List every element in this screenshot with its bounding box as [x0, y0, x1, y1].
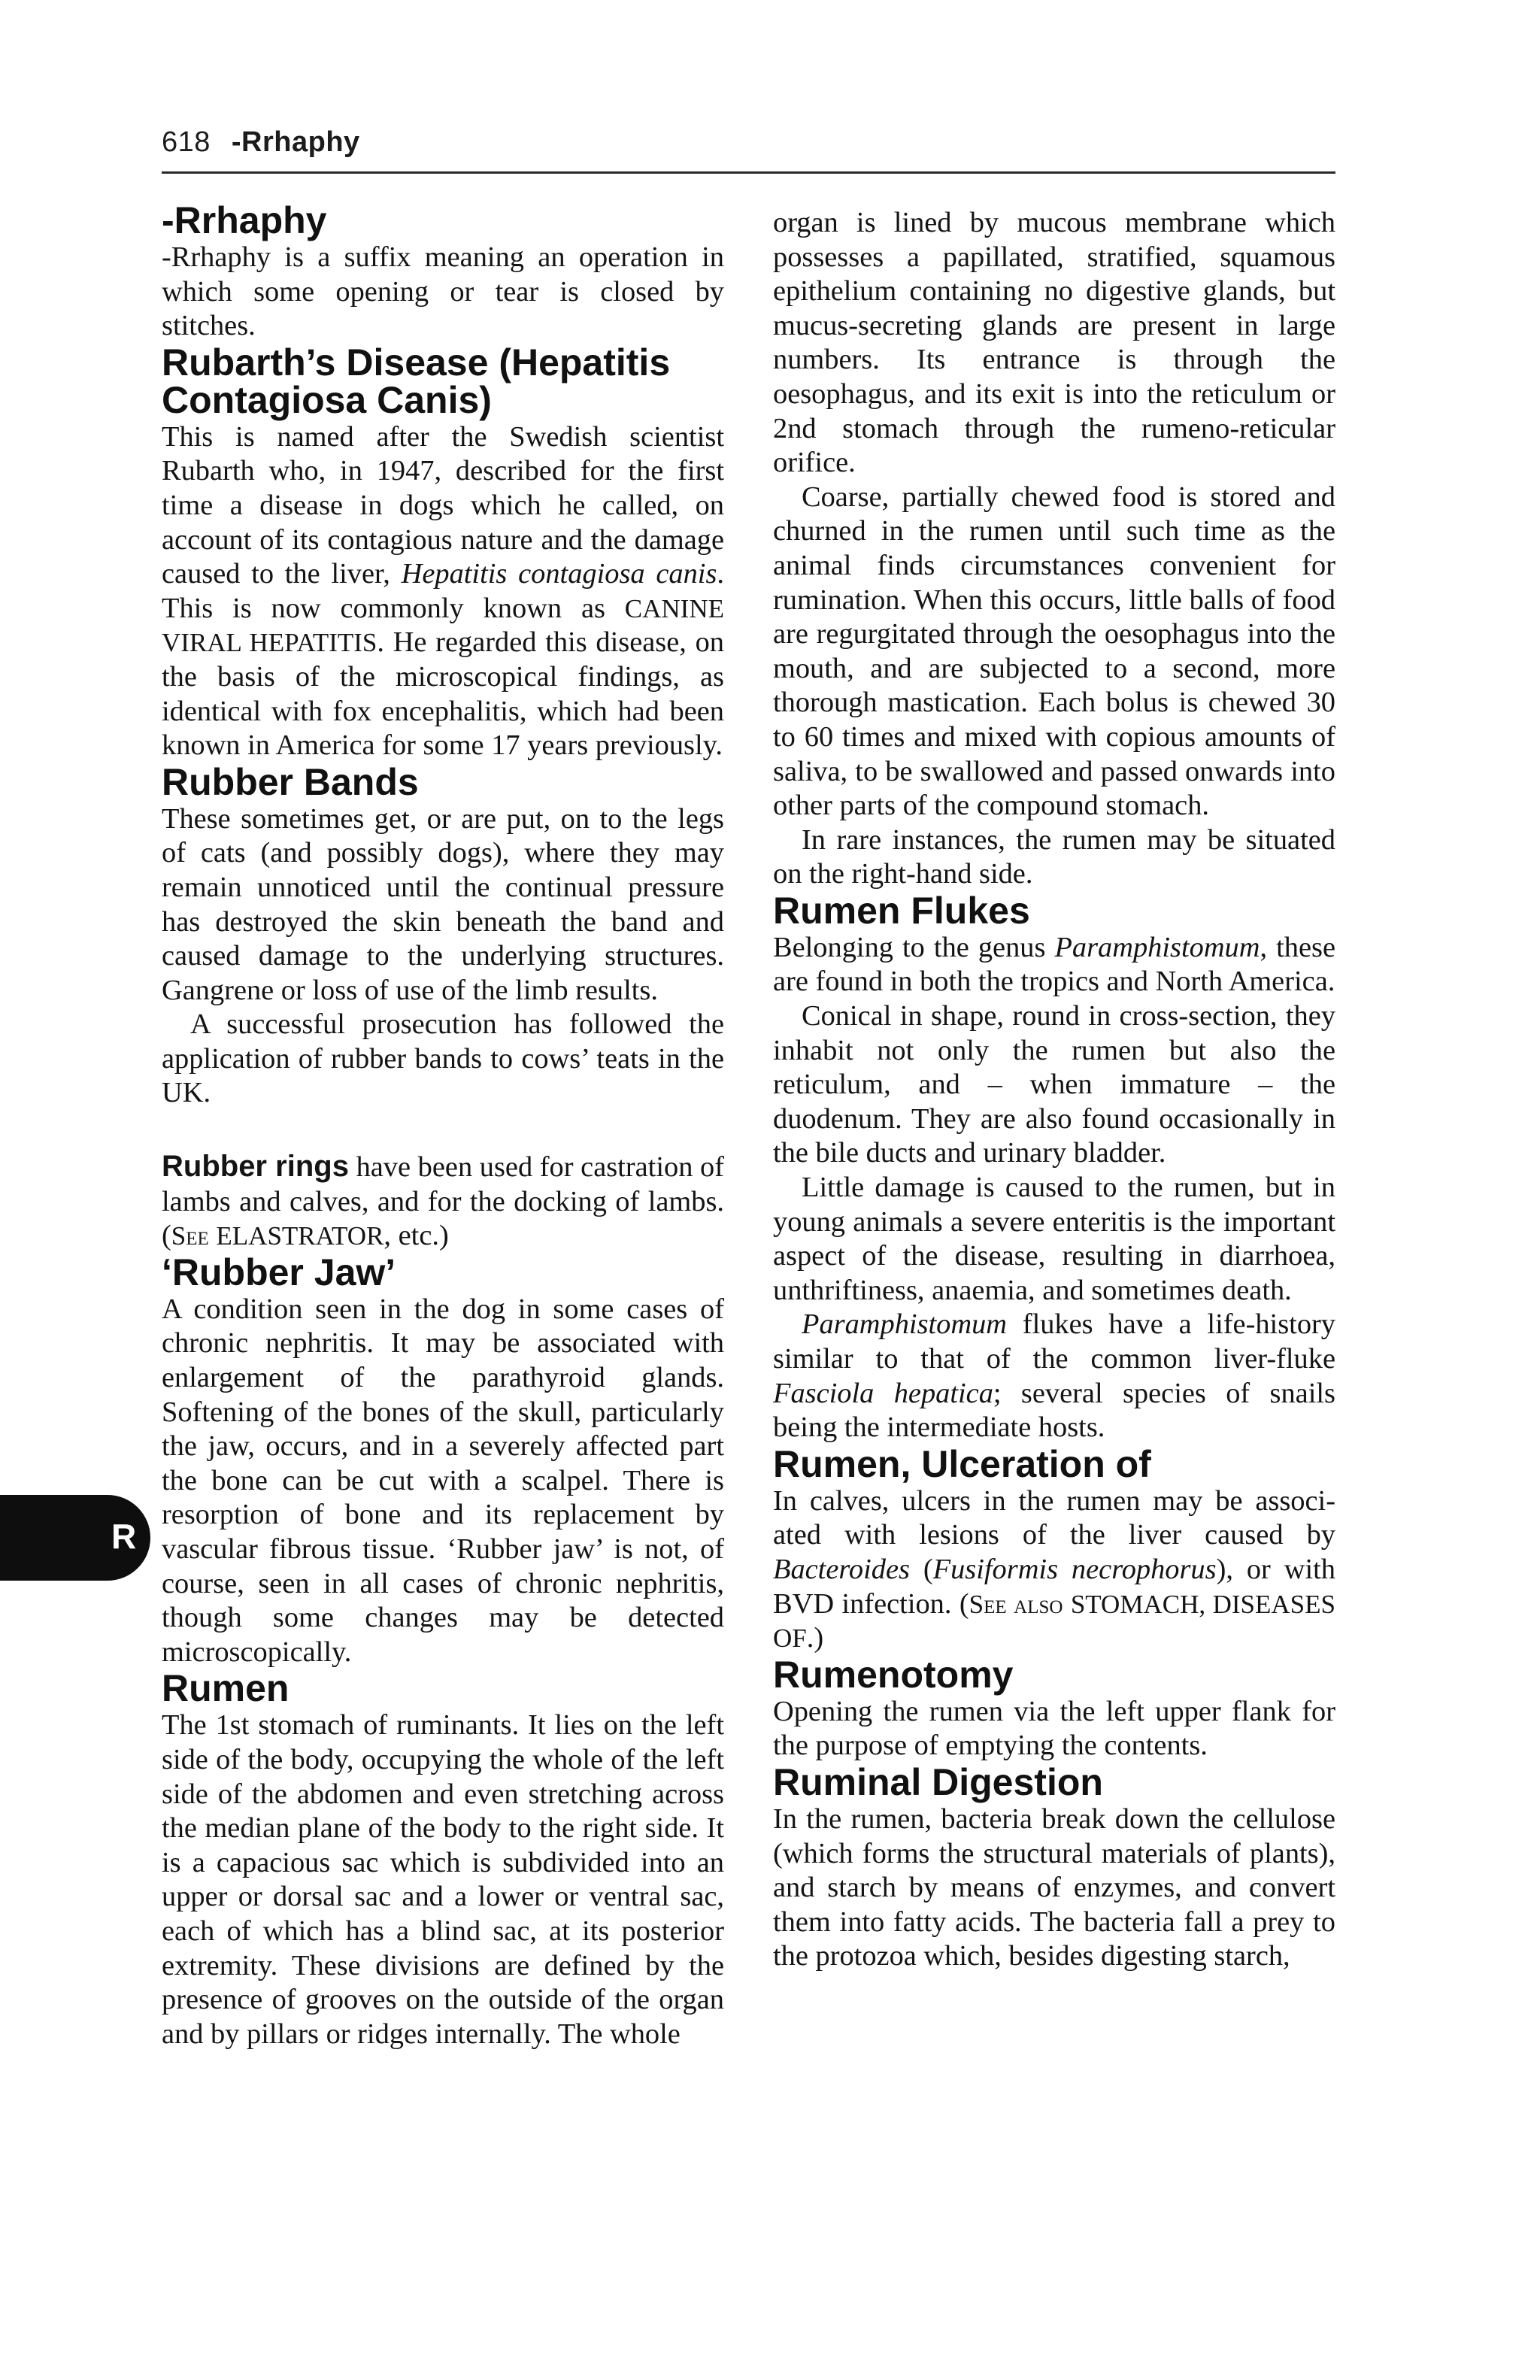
- left-column: [162, 199, 724, 2051]
- entry-title-rumenotomy: Rumenotomy: [773, 1653, 1014, 1696]
- rubarth-body: This is named after the Swedish scientist Rubarth who, in 1947, described for the first time a disease in dogs which he called, on account of its contagious nature and the damage caused to the liver, Hepatitis contagiosa canis. This is now commonly known as CANINE VIRAL HEPATITIS. He regarded this disease, on the basis of the microscopical findings, as identical with fox encephalitis, which had been known in America for some 17 years previously.: [162, 420, 724, 762]
- rubber-bands-p1: These sometimes get, or are put, on to the legs of cats (and possibly dogs), where they may remain unnoticed until the continual pressure has destroyed the skin beneath the band and caused damage to the underlying structures. Gangrene or loss of use of the limb results.: [162, 802, 724, 1006]
- rumen-continued-p2: Coarse, partially chewed food is stored and churned in the rumen until such time as the animal finds circumstances convenient for rumination. When this occurs, little balls of food are regurgitated through the oesophagus into the mouth, and are subjected to a second, more thorough mastication. Each bolus is chewed 30 to 60 times and mixed with copious amounts of saliva, to be swallowed and passed onwards into other parts of the compound stomach.: [773, 481, 1335, 822]
- entry-title-rubber-bands: Rubber Bands: [162, 760, 419, 803]
- rubber-bands-p2: A successful prosecution has followed the application of rubber bands to cows’ teats in the UK.: [162, 1008, 724, 1109]
- thumb-tab-letter: R: [111, 1517, 137, 1556]
- rumen-body: The 1st stomach of ruminants. It lies on the left side of the body, occupying the whole of the left side of the abdomen and even stretching across the median plane of the body to the right side. It is a capacious sac which is subdivided into an upper or dorsal sac and a lower or ventral sac, each of which has a blind sac, at its posterior extremity. These divisions are defined by the presence of grooves on the outside of the organ and by pillars or ridges internally. The whole: [162, 1709, 724, 2050]
- rumen-ulceration-body: In calves, ulcers in the rumen may be associ-ated with lesions of the liver caused by Bacteroides (Fusiformis necrophorus), or with BVD infection. (See also STOMACH, DISEASES OF.): [773, 1484, 1335, 1654]
- rumenotomy-body: Opening the rumen via the left upper flank for the purpose of emptying the contents.: [773, 1695, 1335, 1762]
- entry-title-ruminal-digestion: Ruminal Digestion: [773, 1760, 1103, 1803]
- rumen-flukes-p4: Paramphistomum flukes have a life-history similar to that of the common liver-fluke Fasciola hepatica; several species of snails being the intermediate hosts.: [773, 1308, 1335, 1444]
- rumen-continued-p1: organ is lined by mucous membrane which possesses a papillated, stratified, squamous epithelium containing no digestive glands, but mucus-secreting glands are present in large numbers. Its entrance is through the oesophagus, and its exit is into the reticulum or 2nd stomach through the rumeno-reticular orifice.: [773, 207, 1335, 479]
- rubber-rings-lead: Rubber rings: [162, 1150, 349, 1184]
- rubber-rings-entry: Rubber rings have been used for castration of lambs and calves, and for the docking of lambs. (See ELASTRATOR, etc.): [162, 1150, 724, 1252]
- cross-reference: CANINE VIRAL HEPATITIS: [162, 593, 724, 658]
- entry-title-rubarths-disease: Rubarth’s Disease (Hepatitis Contagiosa Canis): [162, 341, 671, 421]
- rumen-flukes-p2: Conical in shape, round in cross-section, they inhabit not only the rumen but also the reticulum, and – when immature – the duodenum. They are also found occasionally in the bile ducts and urinary bladder.: [773, 1000, 1335, 1169]
- rrhaphy-body: -Rrhaphy is a suffix meaning an operation in which some opening or tear is closed by stitches.: [162, 241, 724, 342]
- entry-title-rubber-jaw: ‘Rubber Jaw’: [162, 1251, 396, 1293]
- header-rule: [162, 171, 1335, 174]
- cross-reference: ELASTRATOR: [216, 1221, 384, 1251]
- entry-title-rumen-flukes: Rumen Flukes: [773, 889, 1030, 932]
- running-title: -Rrhaphy: [231, 126, 360, 158]
- ruminal-digestion-body: In the rumen, bacteria break down the cellulose (which forms the structural materials of plants), and starch by means of enzymes, and convert them into fatty acids. The bacteria fall a prey to the protozoa which, besides digesting starch,: [773, 1802, 1335, 1972]
- thumb-index-tab: [0, 1495, 150, 1581]
- right-column: [773, 206, 1335, 1974]
- cross-reference: STOMACH, DISEASES OF: [773, 1589, 1335, 1654]
- entry-title-rrhaphy: -Rrhaphy: [162, 199, 327, 241]
- rumen-continued-p3: In rare instances, the rumen may be situated on the right-hand side.: [773, 823, 1335, 890]
- rumen-flukes-p3: Little damage is caused to the rumen, but in young animals a severe enteritis is the important aspect of the disease, resulting in diarrhoea, unthriftiness, anaemia, and sometimes death.: [773, 1172, 1335, 1306]
- rumen-flukes-p1: Belonging to the genus Paramphistomum, these are found in both the tropics and North America.: [773, 931, 1335, 998]
- rubber-jaw-body: A condition seen in the dog in some cases of chronic nephritis. It may be associated with enlargement of the parathyroid glands. Softening of the bones of the skull, particularly the jaw, occurs, and in a severely affected part the bone can be cut with a scalpel. There is resorption of bone and its replacement by vascular fibrous tissue. ‘Rubber jaw’ is not, of course, seen in all cases of chronic nephritis, though some changes may be detected microscopically.: [162, 1293, 724, 1668]
- entry-title-rumen: Rumen: [162, 1667, 290, 1710]
- page-number: 618: [162, 126, 211, 158]
- running-head: [162, 126, 360, 159]
- entry-title-rumen-ulceration: Rumen, Ulceration of: [773, 1442, 1151, 1485]
